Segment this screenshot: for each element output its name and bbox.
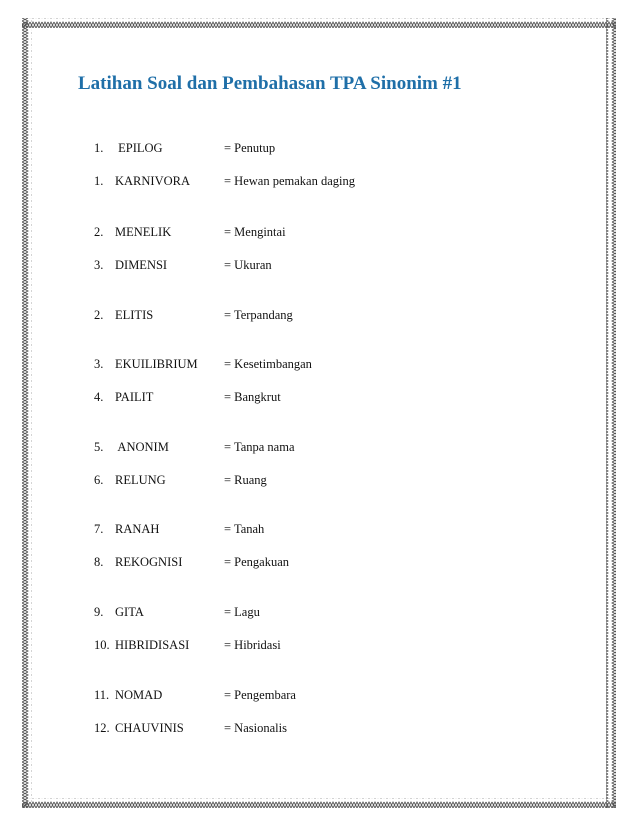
item-synonym: = Nasionalis (224, 721, 287, 735)
item-synonym: = Tanpa nama (224, 440, 295, 454)
list-item (94, 387, 514, 407)
item-word: ELITIS (115, 308, 154, 322)
item-number: 1. (94, 141, 104, 155)
item-word: KARNIVORA (115, 174, 190, 188)
item-synonym: = Pengakuan (224, 555, 290, 569)
list-item (94, 171, 514, 191)
item-number: 4. (94, 390, 104, 404)
item-number: 3. (94, 258, 104, 272)
item-word: CHAUVINIS (115, 721, 184, 735)
item-word: RELUNG (115, 473, 166, 487)
list-item (94, 305, 514, 325)
list-item (94, 222, 514, 242)
item-word: PAILIT (115, 390, 154, 404)
item-word: EPILOG (115, 141, 163, 155)
item-number: 10. (94, 638, 110, 652)
item-word: RANAH (115, 522, 160, 536)
item-word: MENELIK (115, 225, 172, 239)
list-item (94, 437, 514, 457)
item-word: NOMAD (115, 688, 163, 702)
item-word: REKOGNISI (115, 555, 183, 569)
item-synonym: = Ukuran (224, 258, 272, 272)
item-word: DIMENSI (115, 258, 168, 272)
item-synonym: = Hibridasi (224, 638, 281, 652)
item-number: 2. (94, 308, 104, 322)
item-number: 3. (94, 357, 104, 371)
item-word: EKUILIBRIUM (115, 357, 198, 371)
item-synonym: = Penutup (224, 141, 276, 155)
list-item (94, 354, 514, 374)
item-word: HIBRIDISASI (115, 638, 190, 652)
item-number: 7. (94, 522, 104, 536)
item-number: 12. (94, 721, 110, 735)
item-number: 9. (94, 605, 104, 619)
list-item (94, 138, 514, 158)
item-synonym: = Mengintai (224, 225, 286, 239)
list-item (94, 635, 514, 655)
list-item (94, 519, 514, 539)
item-word: GITA (115, 605, 144, 619)
item-synonym: = Lagu (224, 605, 260, 619)
item-synonym: = Ruang (224, 473, 267, 487)
item-synonym: = Kesetimbangan (224, 357, 312, 371)
item-number: 1. (94, 174, 104, 188)
list-item (94, 602, 514, 622)
item-number: 11. (94, 688, 110, 702)
list-item (94, 685, 514, 705)
list-item (94, 255, 514, 275)
item-word: ANONIM (115, 440, 169, 454)
item-synonym: = Bangkrut (224, 390, 281, 404)
item-synonym: = Terpandang (224, 308, 293, 322)
list-item (94, 552, 514, 572)
item-number: 2. (94, 225, 104, 239)
item-number: 5. (94, 440, 104, 454)
list-item (94, 718, 514, 738)
item-synonym: = Hewan pemakan daging (224, 174, 355, 188)
item-number: 6. (94, 473, 104, 487)
item-number: 8. (94, 555, 104, 569)
list-item (94, 470, 514, 490)
item-synonym: = Pengembara (224, 688, 296, 702)
item-synonym: = Tanah (224, 522, 265, 536)
page-title: Latihan Soal dan Pembahasan TPA Sinonim #1 (78, 73, 462, 94)
